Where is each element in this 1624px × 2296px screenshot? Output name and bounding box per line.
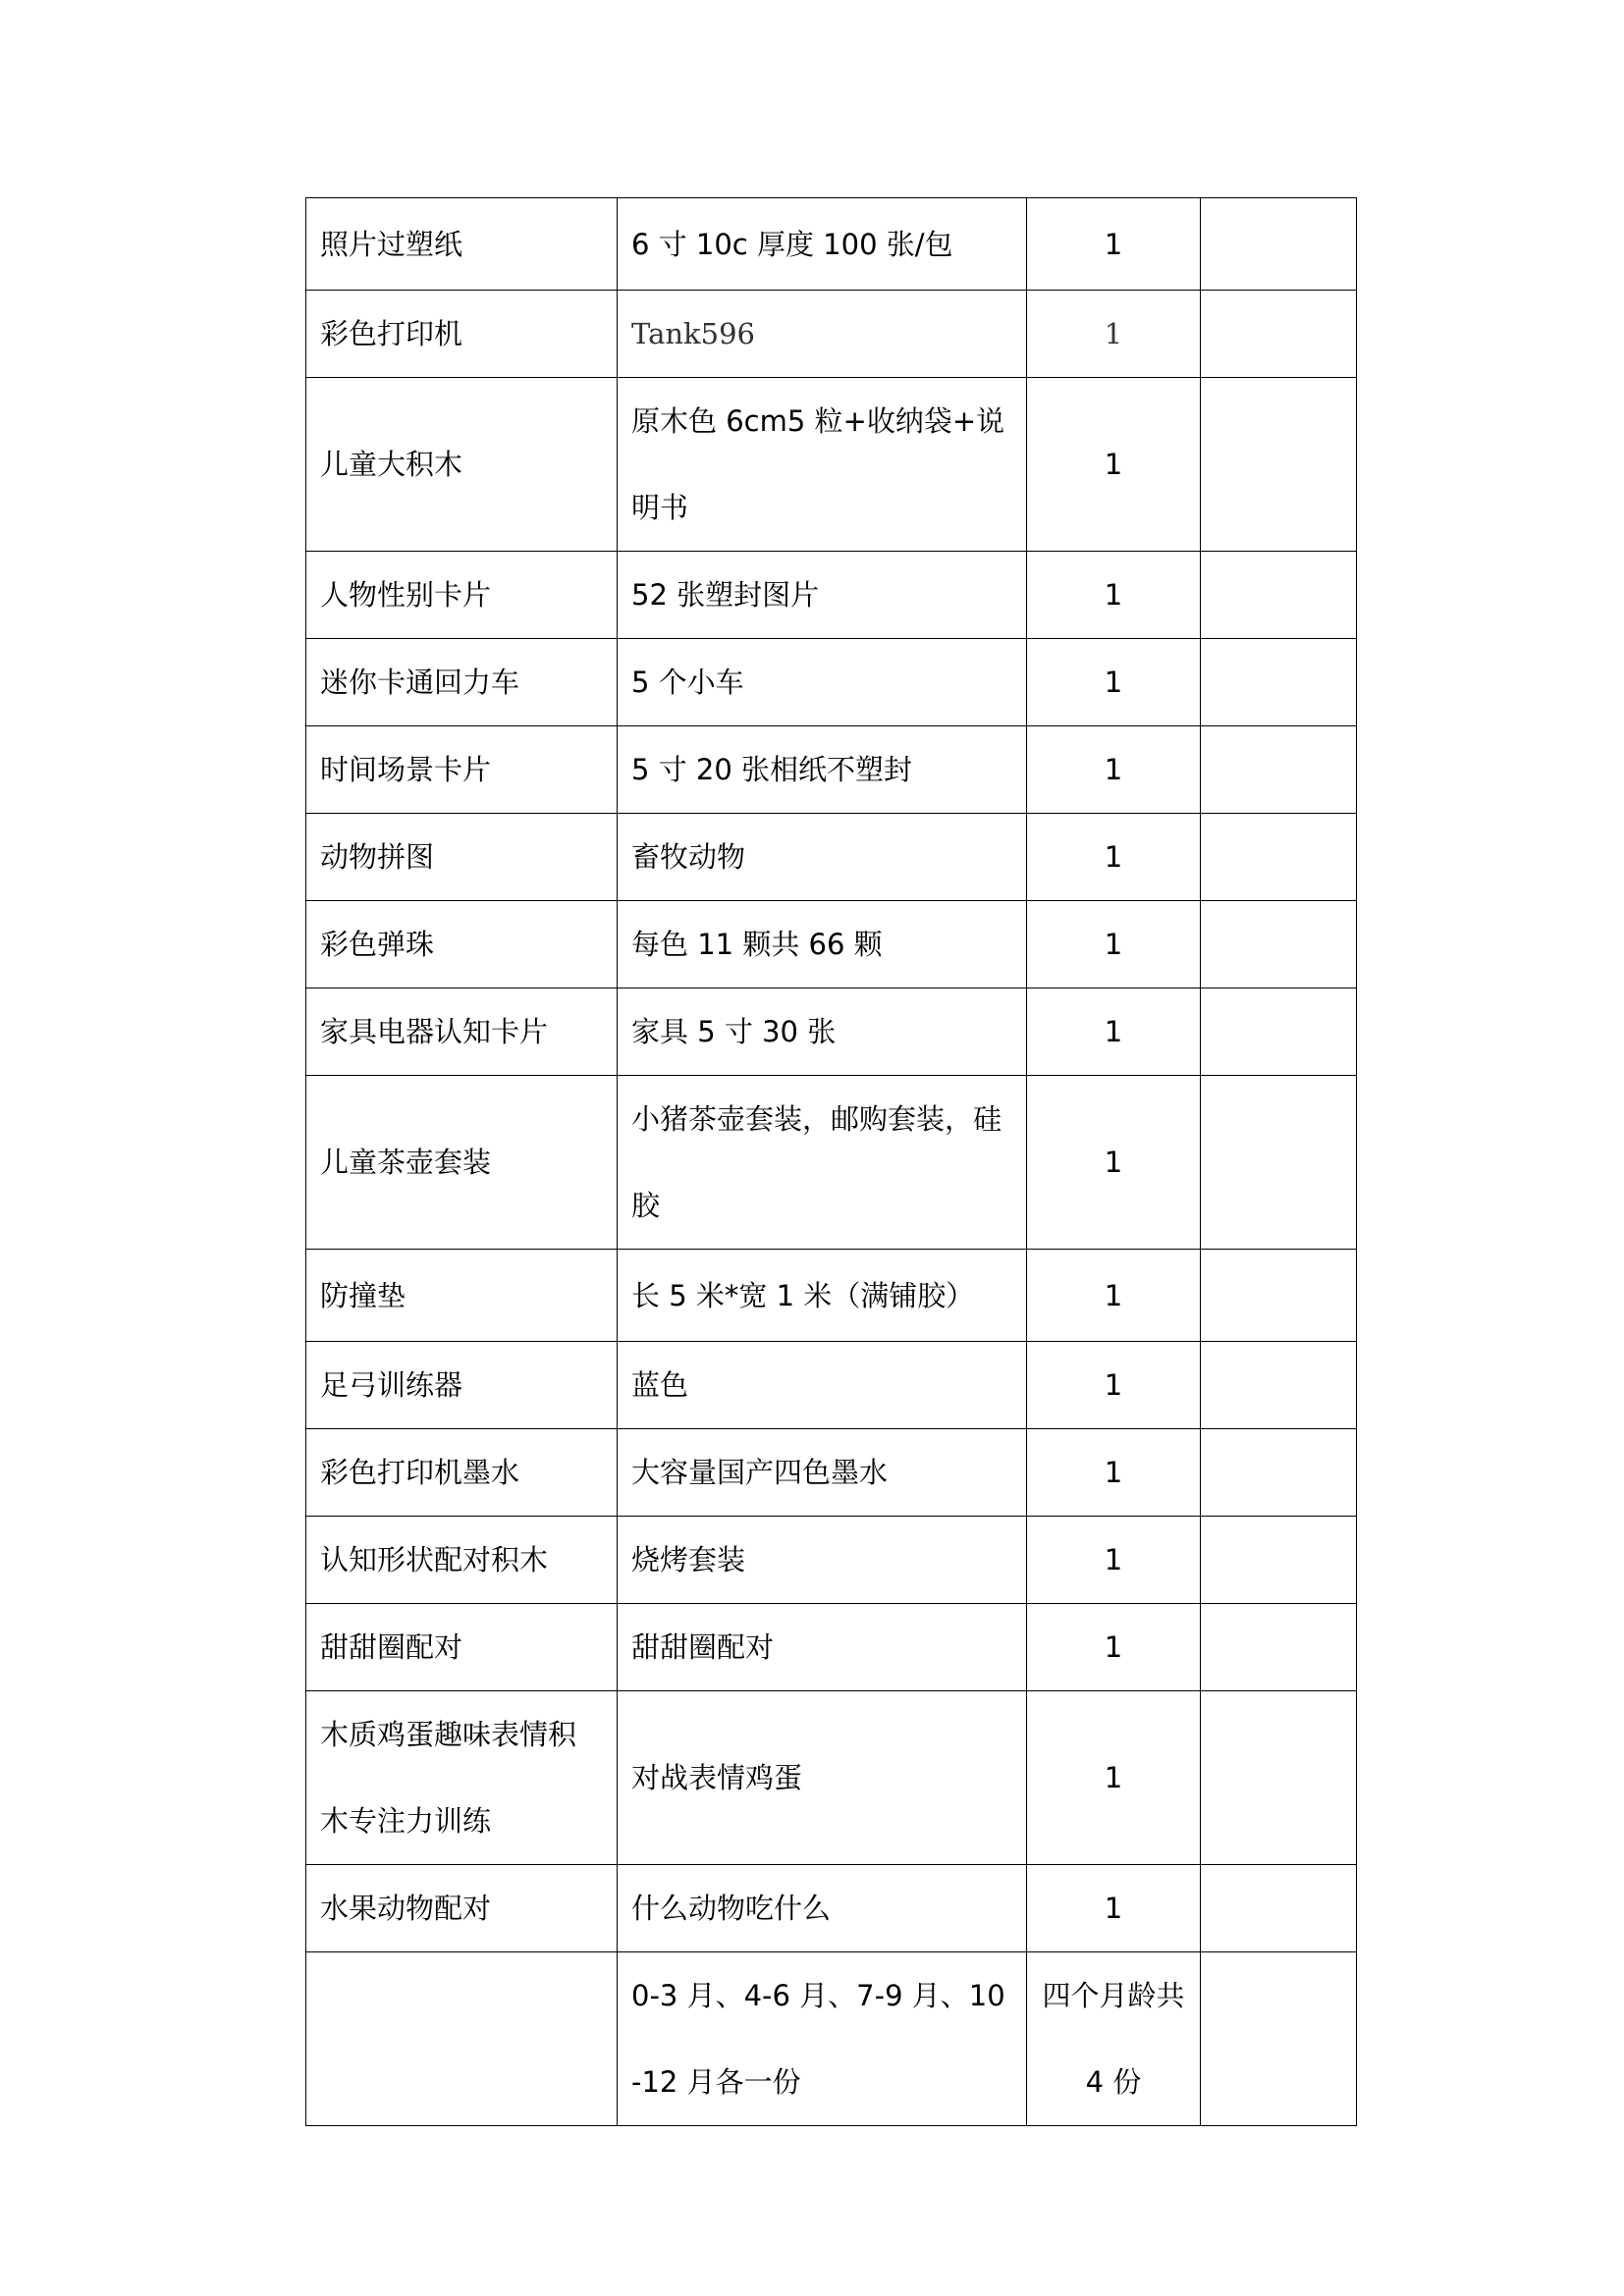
- item-note-cell: [1201, 1250, 1357, 1342]
- item-name-cell: 认知形状配对积木: [306, 1517, 618, 1604]
- table-row: [306, 639, 1357, 726]
- item-name-cell: 彩色弹珠: [306, 901, 618, 988]
- item-note-cell: [1201, 291, 1357, 378]
- item-note-cell: [1201, 1076, 1357, 1250]
- item-spec-cell: 5 个小车: [618, 639, 1027, 726]
- table-row: [306, 291, 1357, 378]
- item-qty-cell: 1: [1027, 639, 1201, 726]
- table-row: [306, 1250, 1357, 1342]
- item-qty-cell: 1: [1027, 1691, 1201, 1865]
- item-name-cell: 木质鸡蛋趣味表情积木专注力训练: [306, 1691, 618, 1865]
- item-note-cell: [1201, 901, 1357, 988]
- item-qty-cell: 1: [1027, 1604, 1201, 1691]
- item-spec-cell: 0-3 月、4-6 月、7-9 月、10-12 月各一份: [618, 1952, 1027, 2126]
- item-spec-cell: 什么动物吃什么: [618, 1865, 1027, 1952]
- item-spec-cell: 52 张塑封图片: [618, 552, 1027, 639]
- item-note-cell: [1201, 378, 1357, 552]
- item-note-cell: [1201, 1952, 1357, 2126]
- item-note-cell: [1201, 552, 1357, 639]
- item-qty-cell: 1: [1027, 901, 1201, 988]
- table-row: [306, 1342, 1357, 1429]
- item-name-cell: 水果动物配对: [306, 1865, 618, 1952]
- item-name-cell: 动物拼图: [306, 814, 618, 901]
- item-note-cell: [1201, 1691, 1357, 1865]
- item-name-cell: 人物性别卡片: [306, 552, 618, 639]
- item-name-cell: 防撞垫: [306, 1250, 618, 1342]
- table-row: [306, 988, 1357, 1076]
- item-spec-cell: 家具 5 寸 30 张: [618, 988, 1027, 1076]
- table-row: [306, 814, 1357, 901]
- item-note-cell: [1201, 1517, 1357, 1604]
- table-row: [306, 901, 1357, 988]
- item-spec-cell: 每色 11 颗共 66 颗: [618, 901, 1027, 988]
- item-qty-cell: 1: [1027, 198, 1201, 291]
- item-note-cell: [1201, 198, 1357, 291]
- item-note-cell: [1201, 1604, 1357, 1691]
- item-spec-cell: 小猪茶壶套装，邮购套装，硅胶: [618, 1076, 1027, 1250]
- item-name-cell: 甜甜圈配对: [306, 1604, 618, 1691]
- item-qty-cell: 1: [1027, 988, 1201, 1076]
- item-qty-cell: 1: [1027, 378, 1201, 552]
- item-qty-cell: 1: [1027, 291, 1201, 378]
- item-spec-cell: 5 寸 20 张相纸不塑封: [618, 726, 1027, 814]
- item-name-cell: 儿童大积木: [306, 378, 618, 552]
- item-note-cell: [1201, 814, 1357, 901]
- item-qty-cell: 1: [1027, 552, 1201, 639]
- item-name-cell: 彩色打印机墨水: [306, 1429, 618, 1517]
- item-name-cell: 家具电器认知卡片: [306, 988, 618, 1076]
- table-row: [306, 1691, 1357, 1865]
- item-qty-cell: 1: [1027, 1250, 1201, 1342]
- table-row: [306, 1429, 1357, 1517]
- item-qty-cell: 1: [1027, 1342, 1201, 1429]
- item-spec-cell: 烧烤套装: [618, 1517, 1027, 1604]
- item-qty-cell: 1: [1027, 1076, 1201, 1250]
- item-name-cell: [306, 1952, 618, 2126]
- item-qty-cell: 1: [1027, 1865, 1201, 1952]
- table-row: [306, 552, 1357, 639]
- item-name-cell: 彩色打印机: [306, 291, 618, 378]
- item-spec-cell: 畜牧动物: [618, 814, 1027, 901]
- item-spec-cell: Tank596: [618, 291, 1027, 378]
- item-note-cell: [1201, 639, 1357, 726]
- table-row: [306, 198, 1357, 291]
- item-note-cell: [1201, 1342, 1357, 1429]
- items-table: [305, 197, 1357, 2126]
- item-qty-cell: 1: [1027, 814, 1201, 901]
- table-row: [306, 1604, 1357, 1691]
- table-row: [306, 1865, 1357, 1952]
- item-qty-cell: 1: [1027, 1517, 1201, 1604]
- table-row: [306, 378, 1357, 552]
- item-note-cell: [1201, 1865, 1357, 1952]
- item-spec-cell: 6 寸 10c 厚度 100 张/包: [618, 198, 1027, 291]
- item-note-cell: [1201, 726, 1357, 814]
- item-name-cell: 照片过塑纸: [306, 198, 618, 291]
- item-name-cell: 时间场景卡片: [306, 726, 618, 814]
- item-qty-cell: 四个月龄共 4 份: [1027, 1952, 1201, 2126]
- table-row: [306, 726, 1357, 814]
- item-spec-cell: 甜甜圈配对: [618, 1604, 1027, 1691]
- item-qty-cell: 1: [1027, 726, 1201, 814]
- item-spec-cell: 原木色 6cm5 粒+收纳袋+说明书: [618, 378, 1027, 552]
- table-row: [306, 1517, 1357, 1604]
- item-name-cell: 足弓训练器: [306, 1342, 618, 1429]
- item-spec-cell: 对战表情鸡蛋: [618, 1691, 1027, 1865]
- item-note-cell: [1201, 988, 1357, 1076]
- table-row: [306, 1076, 1357, 1250]
- table-row: [306, 1952, 1357, 2126]
- item-spec-cell: 长 5 米*宽 1 米（满铺胶）: [618, 1250, 1027, 1342]
- item-name-cell: 儿童茶壶套装: [306, 1076, 618, 1250]
- item-spec-cell: 大容量国产四色墨水: [618, 1429, 1027, 1517]
- item-name-cell: 迷你卡通回力车: [306, 639, 618, 726]
- item-spec-cell: 蓝色: [618, 1342, 1027, 1429]
- item-qty-cell: 1: [1027, 1429, 1201, 1517]
- item-note-cell: [1201, 1429, 1357, 1517]
